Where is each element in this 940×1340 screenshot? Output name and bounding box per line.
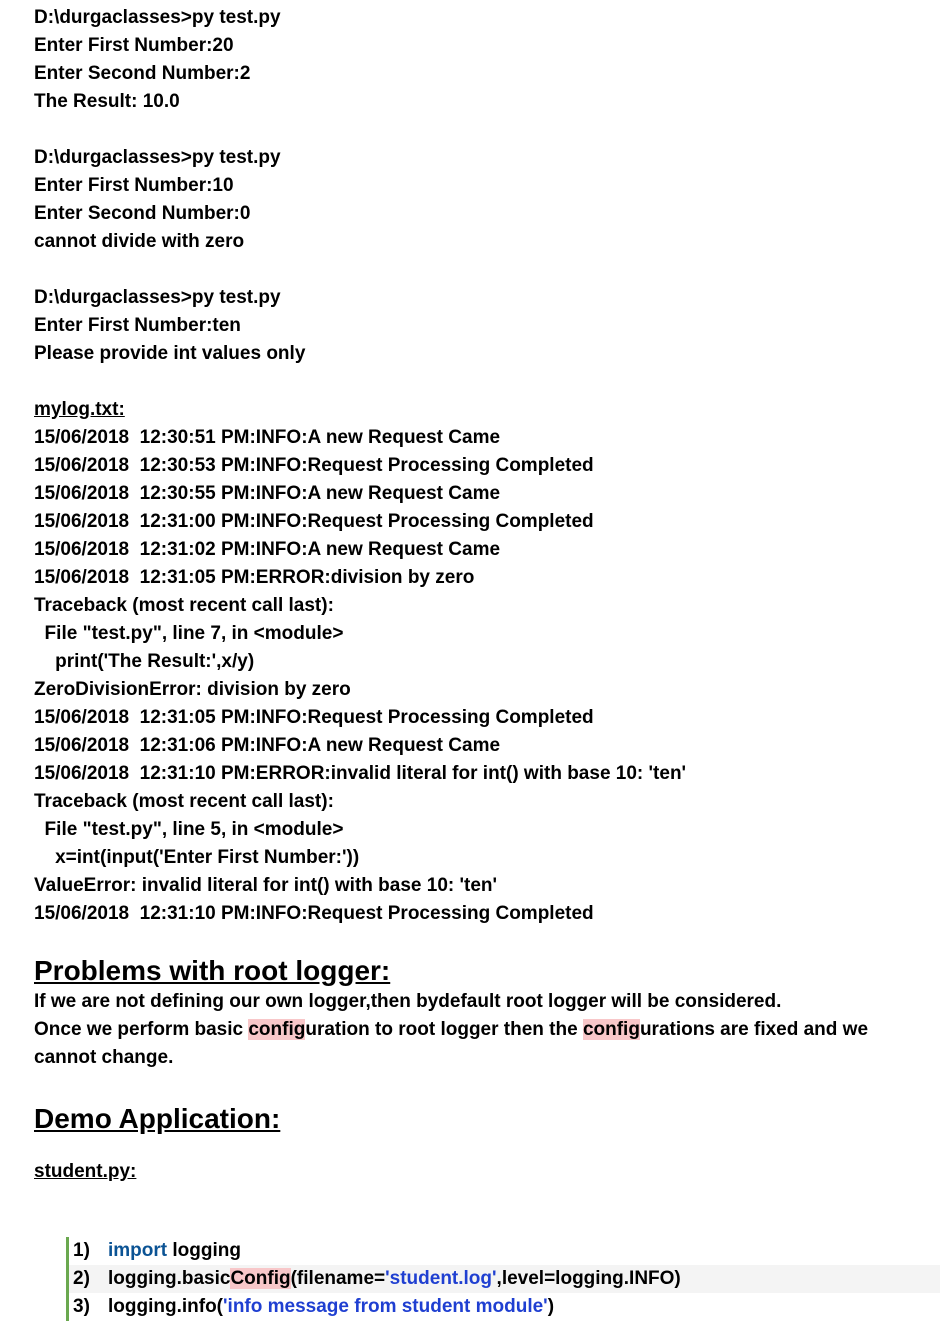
log-line: 15/06/2018 12:30:51 PM:INFO:A new Request Came — [34, 427, 501, 448]
log-line: ValueError: invalid literal for int() with base 10: 'ten' — [34, 875, 498, 896]
spacer — [34, 256, 934, 284]
log-line: 15/06/2018 12:31:06 PM:INFO:A new Request Came — [34, 735, 501, 756]
log-line: print('The Result:',x/y) — [34, 651, 255, 672]
run1-first-input: Enter First Number:20 — [34, 35, 234, 56]
text-run: Once we perform basic — [34, 1019, 249, 1040]
log-line: 15/06/2018 12:30:53 PM:INFO:Request Processing Completed — [34, 455, 594, 476]
log-file-title: mylog.txt: — [34, 399, 125, 420]
log-line: 15/06/2018 12:30:55 PM:INFO:A new Request Came — [34, 483, 501, 504]
problems-paragraph-1: If we are not defining our own logger,then bydefault root logger will be considered. — [34, 991, 782, 1012]
log-line: Traceback (most recent call last): — [34, 595, 334, 616]
code-text: ) — [547, 1296, 555, 1317]
log-line: 15/06/2018 12:31:02 PM:INFO:A new Request Came — [34, 539, 501, 560]
demo-file-name: student.py: — [34, 1161, 137, 1182]
code-text: logging.info( — [108, 1296, 224, 1317]
log-line: Traceback (most recent call last): — [34, 791, 334, 812]
run2-result: cannot divide with zero — [34, 231, 245, 252]
log-line: 15/06/2018 12:31:05 PM:INFO:Request Processing Completed — [34, 707, 594, 728]
highlighted-word: config — [582, 1019, 640, 1040]
code-line-1 — [66, 1237, 940, 1265]
text-run: uration to root logger then the — [305, 1019, 583, 1040]
demo-heading: Demo Application: — [34, 1103, 281, 1134]
run1-result: The Result: 10.0 — [34, 91, 180, 112]
log-line: 15/06/2018 12:31:05 PM:ERROR:division by zero — [34, 567, 475, 588]
run2-command: D:\durgaclasses>py test.py — [34, 147, 281, 168]
run2-first-input: Enter First Number:10 — [34, 175, 234, 196]
log-line: ZeroDivisionError: division by zero — [34, 679, 351, 700]
log-line: File "test.py", line 7, in <module> — [34, 623, 344, 644]
problems-paragraph-2 — [34, 1016, 934, 1072]
string-literal: 'info message from student module' — [223, 1296, 548, 1317]
log-line: x=int(input('Enter First Number:')) — [34, 847, 360, 868]
line-number: 2) — [73, 1268, 90, 1289]
line-number: 3) — [73, 1296, 90, 1317]
run3-command: D:\durgaclasses>py test.py — [34, 287, 281, 308]
run3-result: Please provide int values only — [34, 343, 306, 364]
code-text: logging.basic — [108, 1268, 231, 1289]
code-text: ,level=logging.INFO) — [496, 1268, 681, 1289]
code-line-2 — [66, 1265, 940, 1293]
keyword: import — [108, 1240, 168, 1261]
log-line: File "test.py", line 5, in <module> — [34, 819, 344, 840]
code-text: logging — [167, 1240, 241, 1261]
highlighted-word: Config — [230, 1268, 291, 1289]
log-line: 15/06/2018 12:31:00 PM:INFO:Request Processing Completed — [34, 511, 594, 532]
problems-heading: Problems with root logger: — [34, 955, 391, 986]
run3-first-input: Enter First Number:ten — [34, 315, 241, 336]
log-lines — [34, 424, 934, 928]
log-line: 15/06/2018 12:31:10 PM:ERROR:invalid literal for int() with base 10: 'ten' — [34, 763, 687, 784]
string-literal: 'student.log' — [385, 1268, 497, 1289]
code-text: (filename= — [290, 1268, 386, 1289]
run1-second-input: Enter Second Number:2 — [34, 63, 251, 84]
code-listing — [66, 1237, 940, 1321]
log-line: 15/06/2018 12:31:10 PM:INFO:Request Processing Completed — [34, 903, 594, 924]
text-run: urations are fixed and we cannot change. — [34, 1019, 869, 1068]
code-line-3 — [66, 1293, 940, 1321]
spacer — [34, 368, 934, 396]
spacer — [34, 116, 934, 144]
line-number: 1) — [73, 1240, 90, 1261]
run2-second-input: Enter Second Number:0 — [34, 203, 251, 224]
run1-command: D:\durgaclasses>py test.py — [34, 7, 281, 28]
highlighted-word: config — [248, 1019, 306, 1040]
document-page — [34, 4, 934, 1186]
